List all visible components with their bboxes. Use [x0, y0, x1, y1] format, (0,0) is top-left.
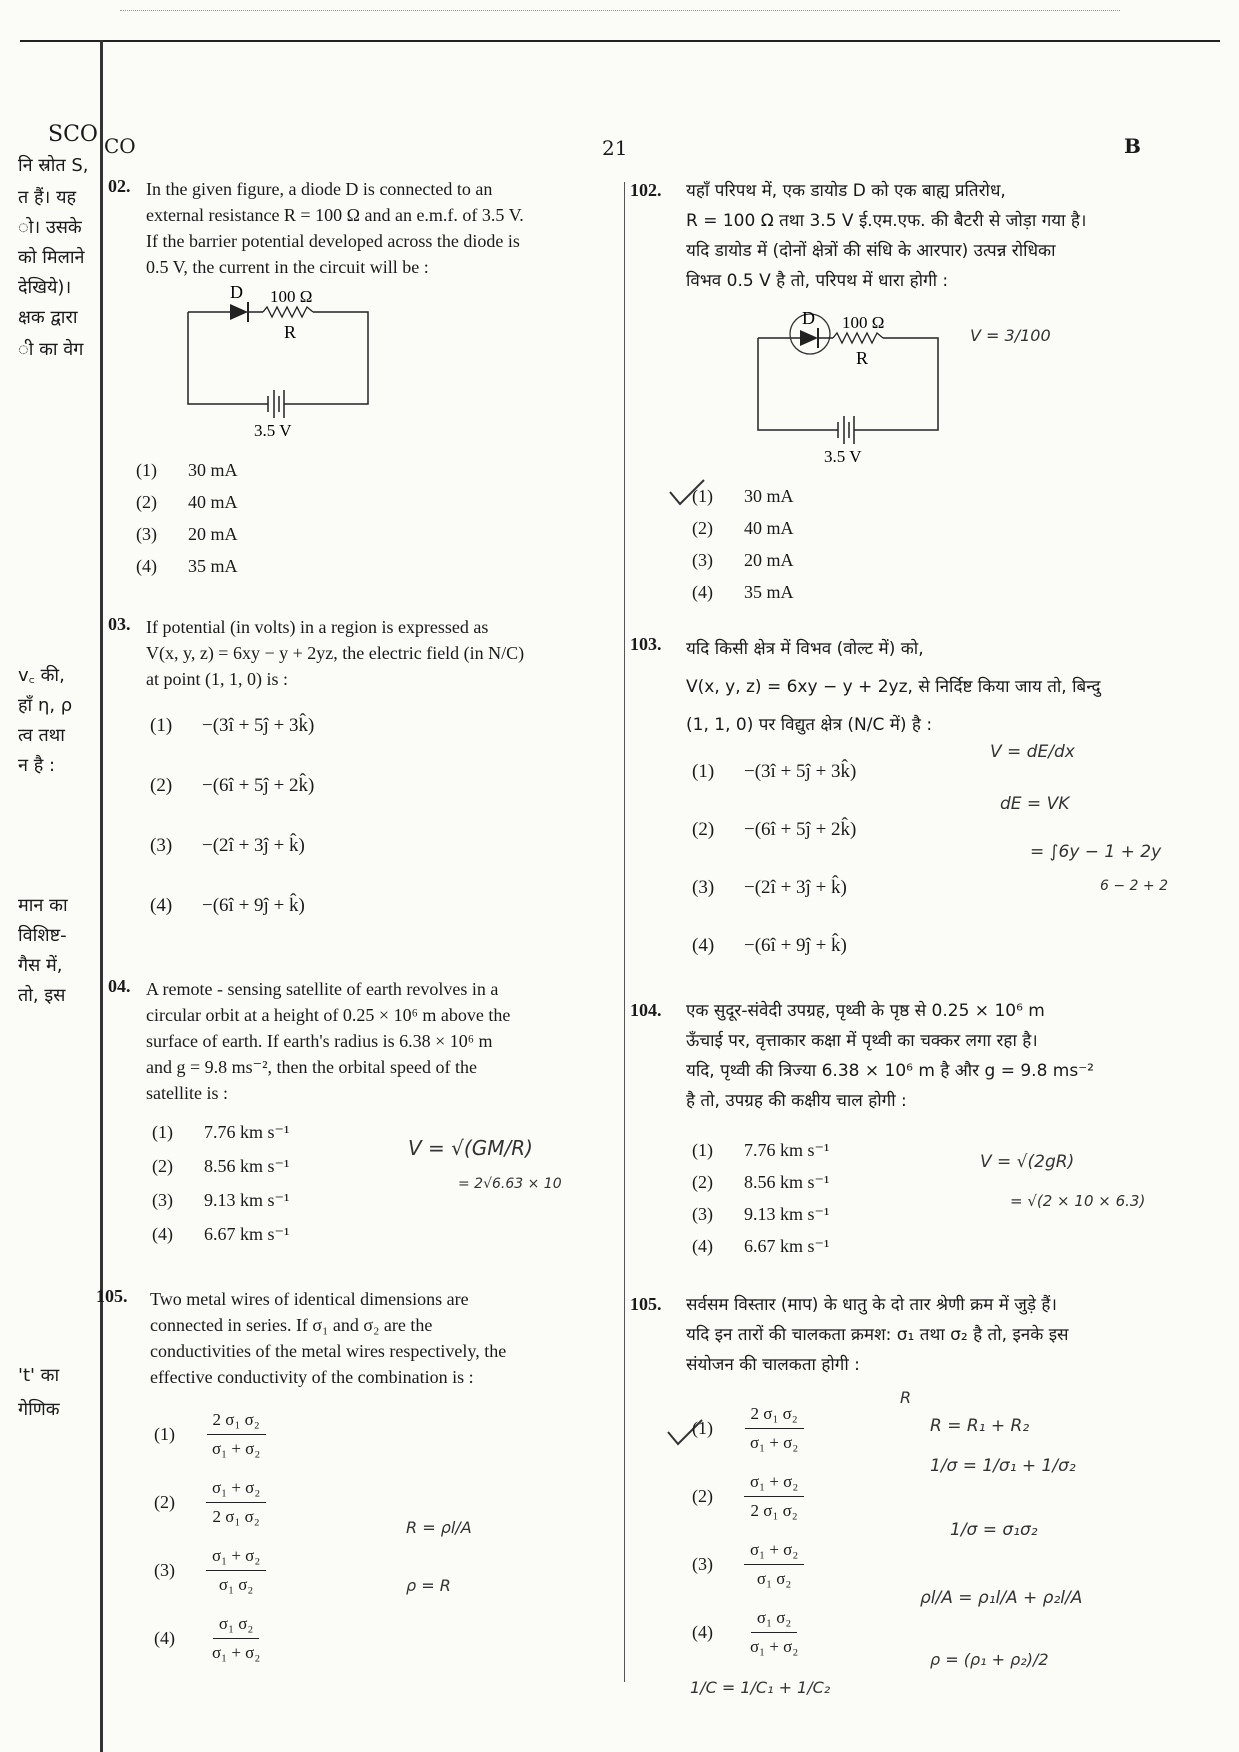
margin-fragment: 't' का — [18, 1365, 60, 1386]
line: (1, 1, 0) पर विद्युत क्षेत्र (N/C में) है : — [686, 715, 933, 735]
diode-symbol — [230, 304, 248, 320]
handwritten-note: dE = VK — [1000, 794, 1070, 814]
option-3[interactable] — [152, 1188, 289, 1222]
question-number: 02. — [108, 176, 131, 196]
option-4[interactable] — [692, 580, 794, 604]
option-4[interactable] — [154, 1604, 266, 1672]
option-text: 35 mA — [188, 556, 238, 576]
fraction — [744, 1402, 804, 1455]
fraction — [206, 1612, 266, 1665]
option-2[interactable] — [150, 774, 314, 834]
option-number: (3) — [692, 1554, 713, 1574]
margin-fragment: त्व तथा — [18, 725, 65, 746]
option-1[interactable] — [692, 484, 794, 516]
numerator: 2 σ₁ σ₂ — [207, 1408, 266, 1435]
option-number: (2) — [136, 492, 157, 512]
battery-label: 3.5 V — [254, 421, 292, 436]
option-number: (1) — [692, 1418, 713, 1438]
option-number: (3) — [692, 1204, 713, 1224]
line: Two metal wires of identical dimensions are — [150, 1289, 469, 1309]
numerator: σ₁ + σ₂ — [206, 1476, 266, 1503]
line: If potential (in volts) in a region is expressed as — [146, 617, 489, 637]
option-1[interactable] — [154, 1400, 266, 1468]
option-text: 8.56 km s⁻¹ — [744, 1172, 830, 1192]
numerator: σ₁ + σ₂ — [744, 1470, 804, 1497]
line: at point (1, 1, 0) is : — [146, 669, 288, 689]
diode-label: D — [802, 312, 815, 328]
margin-fragment: गेणिक — [18, 1399, 60, 1420]
fraction — [744, 1538, 804, 1591]
diode-symbol — [800, 330, 818, 346]
option-1[interactable] — [692, 1138, 829, 1170]
resistor-label: R — [284, 322, 297, 342]
option-1[interactable] — [136, 458, 238, 482]
margin-fragment: विशिष्ट- — [18, 925, 67, 946]
fraction — [744, 1470, 804, 1523]
option-4[interactable] — [152, 1222, 289, 1246]
resistor-value: 100 Ω — [842, 313, 885, 332]
line: ऊँचाई पर, वृत्ताकार कक्षा में पृथ्वी का चक्कर लगा रहा है। — [686, 1031, 1038, 1051]
option-2[interactable] — [692, 516, 794, 548]
option-text: −(6î + 5ĵ + 2k̂) — [744, 819, 857, 840]
option-3[interactable] — [692, 1202, 829, 1234]
option-number: (3) — [136, 524, 157, 544]
handwritten-note: = 2√6.63 × 10 — [458, 1176, 562, 1192]
option-number: (1) — [692, 761, 715, 782]
header-rule — [20, 40, 1220, 42]
option-number: (3) — [692, 877, 715, 898]
question-number: 03. — [108, 614, 131, 634]
option-number: (4) — [692, 582, 713, 602]
line: 0.5 V, the current in the circuit will be : — [146, 257, 429, 277]
option-number: (1) — [154, 1424, 175, 1444]
numerator: 2 σ₁ σ₂ — [745, 1402, 804, 1429]
line: V(x, y, z) = 6xy − y + 2yz, the electric field (in N/C) — [146, 643, 525, 663]
option-text: 7.76 km s⁻¹ — [204, 1122, 290, 1142]
option-text: 6.67 km s⁻¹ — [744, 1236, 830, 1256]
option-number: (1) — [692, 1140, 713, 1160]
fraction — [206, 1476, 266, 1529]
option-1[interactable] — [150, 714, 314, 774]
line: conductivities of the metal wires respectively, the — [150, 1341, 507, 1361]
options — [136, 458, 238, 578]
fraction — [206, 1408, 266, 1461]
diode-label: D — [230, 286, 243, 302]
option-2[interactable] — [692, 1462, 804, 1530]
line: यदि डायोड में (दोनों क्षेत्रों की संधि के आरपार) उत्पन्न रोधिका — [686, 241, 1056, 261]
option-2[interactable] — [152, 1154, 289, 1188]
option-number: (4) — [692, 1622, 713, 1642]
option-number: (1) — [152, 1122, 173, 1142]
options — [692, 1138, 829, 1258]
line: है तो, उपग्रह की कक्षीय चाल होगी : — [686, 1091, 907, 1111]
option-number: (3) — [154, 1560, 175, 1580]
line: R = 100 Ω तथा 3.5 V ई.एम.एफ. की बैटरी से जोड़ा गया है। — [686, 211, 1087, 231]
wire — [758, 338, 838, 430]
option-number: (4) — [154, 1628, 175, 1648]
margin-fragment: ो। उसके — [18, 217, 82, 238]
option-text: 40 mA — [188, 492, 238, 512]
option-number: (4) — [136, 556, 157, 576]
option-3[interactable] — [692, 1530, 804, 1598]
handwritten-note: 1/C = 1/C₁ + 1/C₂ — [690, 1678, 831, 1697]
option-number: (1) — [136, 460, 157, 480]
question-number: 105. — [96, 1286, 128, 1306]
margin-fragment: मान का — [18, 895, 68, 916]
question-number: 04. — [108, 976, 131, 996]
left-code: SCO — [48, 122, 98, 147]
question-number: 105. — [630, 1294, 662, 1314]
question-number: 103. — [630, 634, 662, 654]
handwritten-note: V = 3/100 — [970, 326, 1051, 345]
numerator: σ₁ σ₂ — [751, 1606, 797, 1633]
handwritten-note: V = dE/dx — [990, 742, 1075, 762]
left-code-2: CO — [104, 134, 136, 158]
denominator: σ₁ + σ₂ — [212, 1642, 261, 1662]
line: V(x, y, z) = 6xy − y + 2yz, से निर्दिष्ट किया जाय तो, बिन्दु — [686, 677, 1101, 697]
handwritten-note: = √(2 × 10 × 6.3) — [1010, 1192, 1146, 1210]
option-2[interactable] — [154, 1468, 266, 1536]
question-number: 102. — [630, 180, 662, 200]
option-number: (4) — [150, 895, 173, 916]
handwritten-note: V = √(GM/R) — [408, 1136, 533, 1160]
option-number: (2) — [152, 1156, 173, 1176]
margin-fragment: त हैं। यह — [18, 187, 77, 208]
option-text: 7.76 km s⁻¹ — [744, 1140, 830, 1160]
option-text: 40 mA — [744, 518, 794, 538]
numerator: σ₁ + σ₂ — [206, 1544, 266, 1571]
handwritten-note: ρ = R — [406, 1576, 451, 1595]
line: external resistance R = 100 Ω and an e.m.f. of 3.5 V. — [146, 205, 524, 225]
option-text: −(3î + 5ĵ + 3k̂) — [202, 715, 315, 736]
option-2[interactable] — [136, 490, 238, 514]
option-text: 20 mA — [188, 524, 238, 544]
handwritten-note: R = ρl/A — [406, 1518, 472, 1537]
options — [150, 714, 314, 918]
margin-fragment: हाँ η, ρ — [18, 695, 73, 716]
denominator: 2 σ₁ σ₂ — [750, 1500, 798, 1520]
option-number: (3) — [692, 550, 713, 570]
option-3[interactable] — [150, 834, 314, 894]
option-3[interactable] — [692, 548, 794, 580]
handwritten-note: ρ = (ρ₁ + ρ₂)/2 — [930, 1650, 1049, 1669]
wire — [188, 312, 268, 404]
line: सर्वसम विस्तार (माप) के धातु के दो तार श्रेणी क्रम में जुड़े हैं। — [686, 1295, 1057, 1315]
handwritten-note: R = R₁ + R₂ — [930, 1416, 1030, 1436]
handwritten-note: 6 − 2 + 2 — [1100, 878, 1168, 894]
handwritten-note: V = √(2gR) — [980, 1152, 1075, 1172]
options — [152, 1120, 289, 1246]
denominator: σ₁ + σ₂ — [750, 1636, 799, 1656]
option-text: −(6î + 9ĵ + k̂) — [202, 895, 305, 916]
resistor-value: 100 Ω — [270, 287, 313, 306]
battery-label: 3.5 V — [824, 447, 862, 462]
options — [692, 484, 794, 604]
scan-noise — [120, 10, 1120, 12]
fraction — [206, 1544, 266, 1597]
option-text: −(6î + 9ĵ + k̂) — [744, 935, 847, 956]
option-number: (4) — [692, 1236, 713, 1256]
circuit-diagram — [738, 312, 968, 462]
question-text — [146, 976, 616, 1106]
line: एक सुदूर-संवेदी उपग्रह, पृथ्वी के पृष्ठ से 0.25 × 10⁶ m — [686, 1001, 1045, 1021]
question-text — [150, 1286, 610, 1390]
margin-fragment: क्षक द्वारा — [18, 307, 78, 328]
option-number: (3) — [152, 1190, 173, 1210]
binding-edge — [100, 40, 103, 1752]
handwritten-note: 1/σ = 1/σ₁ + 1/σ₂ — [930, 1456, 1076, 1476]
option-number: (2) — [692, 518, 713, 538]
margin-fragment: गैस में, — [18, 955, 63, 976]
resistor-symbol — [833, 333, 883, 343]
column-divider — [624, 182, 625, 1682]
option-text: 6.67 km s⁻¹ — [204, 1224, 290, 1244]
option-1[interactable] — [692, 760, 856, 818]
option-number: (3) — [150, 835, 173, 856]
handwritten-note: R — [900, 1388, 912, 1407]
options — [692, 1394, 804, 1666]
question-text — [686, 996, 1226, 1116]
option-text: 9.13 km s⁻¹ — [204, 1190, 290, 1210]
options — [692, 760, 856, 958]
option-number: (4) — [152, 1224, 173, 1244]
margin-fragment: ी का वेग — [18, 339, 84, 360]
wire — [284, 312, 368, 404]
margin-fragment: को मिलाने — [18, 247, 85, 268]
line: A remote - sensing satellite of earth revolves in a — [146, 979, 499, 999]
option-text: −(2î + 3ĵ + k̂) — [744, 877, 847, 898]
denominator: σ₁ σ₂ — [218, 1574, 254, 1594]
question-number: 104. — [630, 1000, 662, 1020]
margin-fragment: नि स्रोत S, — [18, 155, 89, 176]
option-4[interactable] — [692, 1234, 829, 1258]
margin-fragment: देखिये)। — [18, 277, 72, 298]
option-3[interactable] — [136, 522, 238, 546]
option-text: 35 mA — [744, 582, 794, 602]
margin-fragment: न है : — [18, 755, 56, 776]
option-number: (1) — [692, 486, 713, 506]
options — [154, 1400, 266, 1672]
circuit-diagram — [168, 286, 398, 436]
resistor-symbol — [263, 307, 313, 317]
question-text — [686, 1290, 1226, 1380]
question-text — [146, 176, 616, 280]
line: संयोजन की चालकता होगी : — [686, 1355, 860, 1375]
option-text: 8.56 km s⁻¹ — [204, 1156, 290, 1176]
option-text: 30 mA — [188, 460, 238, 480]
margin-fragment: v꜀ की, — [18, 665, 65, 686]
option-text: −(6î + 5ĵ + 2k̂) — [202, 775, 315, 796]
margin-fragment: तो, इस — [18, 985, 66, 1006]
option-text: 30 mA — [744, 486, 794, 506]
line: यहाँ परिपथ में, एक डायोड D को एक बाह्य प्रतिरोध, — [686, 181, 1006, 201]
line: यदि इन तारों की चालकता क्रमश: σ₁ तथा σ₂ है तो, इनके इस — [686, 1325, 1069, 1345]
option-number: (2) — [150, 775, 173, 796]
option-4[interactable] — [692, 934, 856, 958]
page-number: 21 — [602, 136, 628, 160]
option-2[interactable] — [692, 818, 856, 876]
resistor-label: R — [856, 348, 869, 368]
line: यदि, पृथ्वी की त्रिज्या 6.38 × 10⁶ m है और g = 9.8 ms⁻² — [686, 1061, 1094, 1081]
line: विभव 0.5 V है तो, परिपथ में धारा होगी : — [686, 271, 949, 291]
line: surface of earth. If earth's radius is 6.38 × 10⁶ m — [146, 1031, 493, 1051]
option-number: (2) — [154, 1492, 175, 1512]
question-text — [146, 614, 616, 692]
question-text — [686, 630, 1226, 744]
option-3[interactable] — [154, 1536, 266, 1604]
question-text — [686, 176, 1226, 296]
numerator: σ₁ + σ₂ — [744, 1538, 804, 1565]
line: If the barrier potential developed across the diode is — [146, 231, 520, 251]
handwritten-note: 1/σ = σ₁σ₂ — [950, 1520, 1038, 1540]
denominator: σ₁ σ₂ — [756, 1568, 792, 1588]
set-code: B — [1124, 134, 1141, 158]
option-text: −(2î + 3ĵ + k̂) — [202, 835, 305, 856]
denominator: σ₁ + σ₂ — [212, 1438, 261, 1458]
fraction — [744, 1606, 804, 1659]
line: In the given figure, a diode D is connected to an — [146, 179, 493, 199]
numerator: σ₁ σ₂ — [213, 1612, 259, 1639]
option-number: (2) — [692, 1172, 713, 1192]
handwritten-note: = ∫6y − 1 + 2y — [1030, 842, 1162, 862]
option-number: (2) — [692, 1486, 713, 1506]
line: and g = 9.8 ms⁻², then the orbital speed of the — [146, 1057, 477, 1077]
line: यदि किसी क्षेत्र में विभव (वोल्ट में) को, — [686, 639, 924, 659]
option-2[interactable] — [692, 1170, 829, 1202]
line: connected in series. If σ₁ and σ₂ are the — [150, 1315, 433, 1335]
option-1[interactable] — [152, 1120, 289, 1154]
option-4[interactable] — [150, 894, 314, 918]
denominator: σ₁ + σ₂ — [750, 1432, 799, 1452]
option-4[interactable] — [692, 1598, 804, 1666]
option-text: 9.13 km s⁻¹ — [744, 1204, 830, 1224]
handwritten-note: ρl/A = ρ₁l/A + ρ₂l/A — [920, 1588, 1083, 1608]
line: satellite is : — [146, 1083, 228, 1103]
option-text: 20 mA — [744, 550, 794, 570]
option-4[interactable] — [136, 554, 238, 578]
option-text: −(3î + 5ĵ + 3k̂) — [744, 761, 857, 782]
line: circular orbit at a height of 0.25 × 10⁶ m above the — [146, 1005, 511, 1025]
line: effective conductivity of the combination is : — [150, 1367, 474, 1387]
option-3[interactable] — [692, 876, 856, 934]
denominator: 2 σ₁ σ₂ — [212, 1506, 260, 1526]
option-number: (2) — [692, 819, 715, 840]
option-1[interactable] — [692, 1394, 804, 1462]
option-number: (4) — [692, 935, 715, 956]
option-number: (1) — [150, 715, 173, 736]
